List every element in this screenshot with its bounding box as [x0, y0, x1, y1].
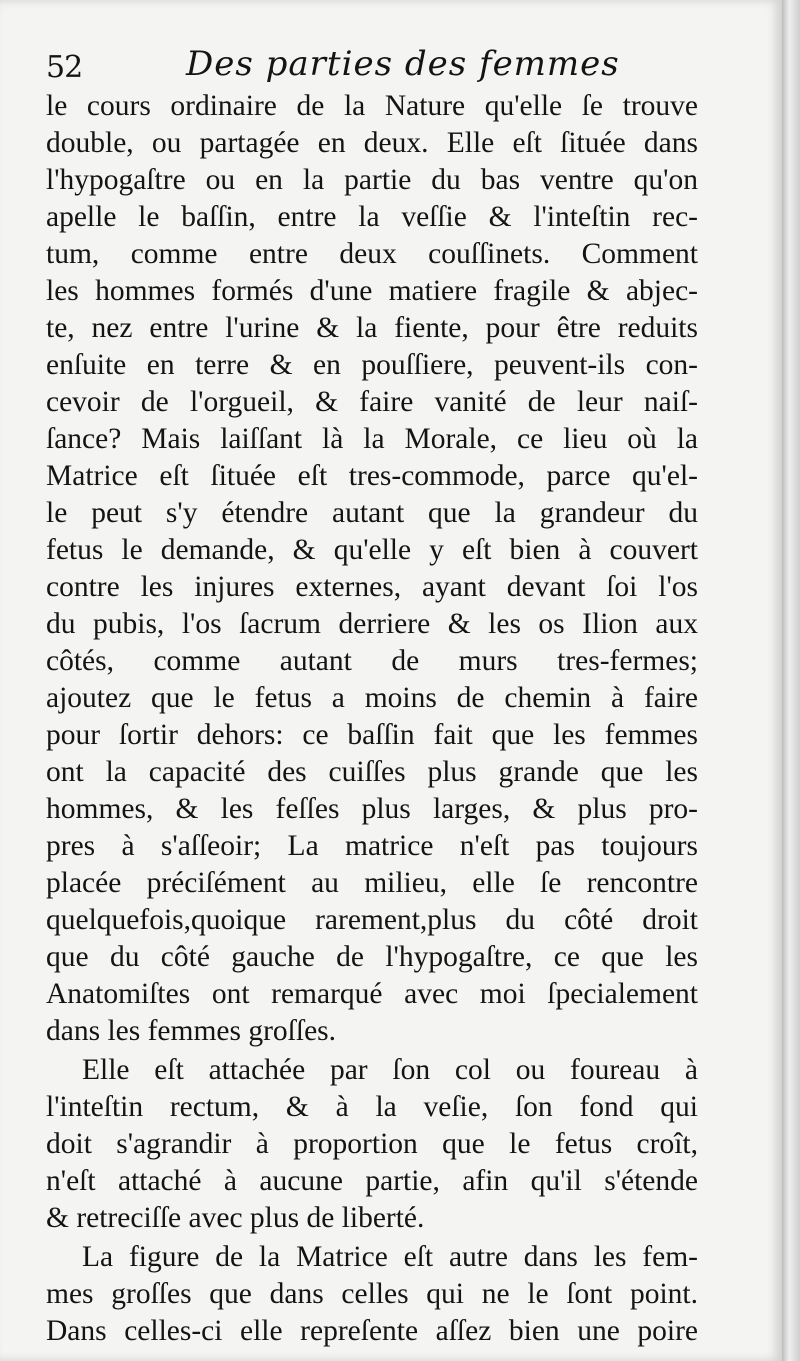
text-line: côtés, comme autant de murs tres-fermes;	[46, 645, 698, 677]
text-line: ſance? Mais laiſſant là la Morale, ce lieu où la	[46, 423, 698, 455]
text-line: pour ſortir dehors: ce baſſin fait que les femmes	[46, 719, 698, 751]
text-line: dans les femmes groſſes.	[46, 1015, 337, 1047]
text-line: le peut s'y étendre autant que la grandeur du	[46, 497, 698, 529]
body-text	[46, 88, 698, 1350]
text-line: La figure de la Matrice eſt autre dans les fem-	[82, 1241, 698, 1273]
text-line: contre les injures externes, ayant devant ſoi l'os	[46, 571, 698, 603]
text-line: apelle le baſſin, entre la veſſie & l'inteſtin rec-	[46, 201, 698, 233]
text-line: Matrice eſt ſituée eſt tres-commode, parce qu'el-	[46, 460, 698, 492]
text-line: Dans celles-ci elle repreſente aſſez bien une poire	[46, 1315, 698, 1347]
text-line: du pubis, l'os ſacrum derriere & les os Ilion aux	[46, 608, 698, 640]
text-line: doit s'agrandir à proportion que le fetus croît,	[46, 1128, 698, 1160]
text-line: fetus le demande, & qu'elle y eſt bien à couvert	[46, 534, 698, 566]
text-line: pres à s'aſſeoir; La matrice n'eſt pas toujours	[46, 830, 698, 862]
text-line: placée préciſément au milieu, elle ſe rencontre	[46, 867, 698, 899]
text-line: cevoir de l'orgueil, & faire vanité de leur naiſ-	[46, 386, 698, 418]
text-line: te, nez entre l'urine & la fiente, pour être reduits	[46, 312, 698, 344]
page-number: 52	[46, 50, 83, 85]
text-line: n'eſt attaché à aucune partie, afin qu'il s'étende	[46, 1165, 698, 1197]
text-line: l'hypogaſtre ou en la partie du bas ventre qu'on	[46, 164, 698, 196]
text-line: tum, comme entre deux couſſinets. Comment	[46, 238, 698, 270]
text-line: enſuite en terre & en pouſſiere, peuvent-ils con-	[46, 349, 698, 381]
text-line: les hommes formés d'une matiere fragile & abjec-	[46, 275, 698, 307]
text-line: l'inteſtin rectum, & à la veſie, ſon fond qui	[46, 1091, 698, 1123]
page-edge	[782, 0, 800, 1361]
paragraph-1	[46, 88, 698, 1050]
text-line: hommes, & les feſſes plus larges, & plus pro-	[46, 793, 698, 825]
text-line: & retreciſſe avec plus de liberté.	[46, 1202, 425, 1234]
text-line: double, ou partagée en deux. Elle eſt ſituée dans	[46, 127, 698, 159]
text-line: ont la capacité des cuiſſes plus grande que les	[46, 756, 698, 788]
running-head: Des parties des femmes	[186, 44, 620, 84]
text-line: ajoutez que le fetus a moins de chemin à faire	[46, 682, 698, 714]
text-line: le cours ordinaire de la Nature qu'elle ſe trouve	[46, 90, 698, 122]
text-line: quelquefois,quoique rarement,plus du côté droit	[46, 904, 698, 936]
text-line: que du côté gauche de l'hypogaſtre, ce que les	[46, 941, 698, 973]
text-line: mes groſſes que dans celles qui ne le ſont point.	[46, 1278, 698, 1310]
text-line: Anatomiſtes ont remarqué avec moi ſpecialement	[46, 978, 698, 1010]
text-line: Elle eſt attachée par ſon col ou foureau à	[82, 1054, 698, 1086]
page-header	[46, 40, 706, 90]
paragraph-2	[46, 1052, 698, 1237]
paragraph-3	[46, 1239, 698, 1350]
